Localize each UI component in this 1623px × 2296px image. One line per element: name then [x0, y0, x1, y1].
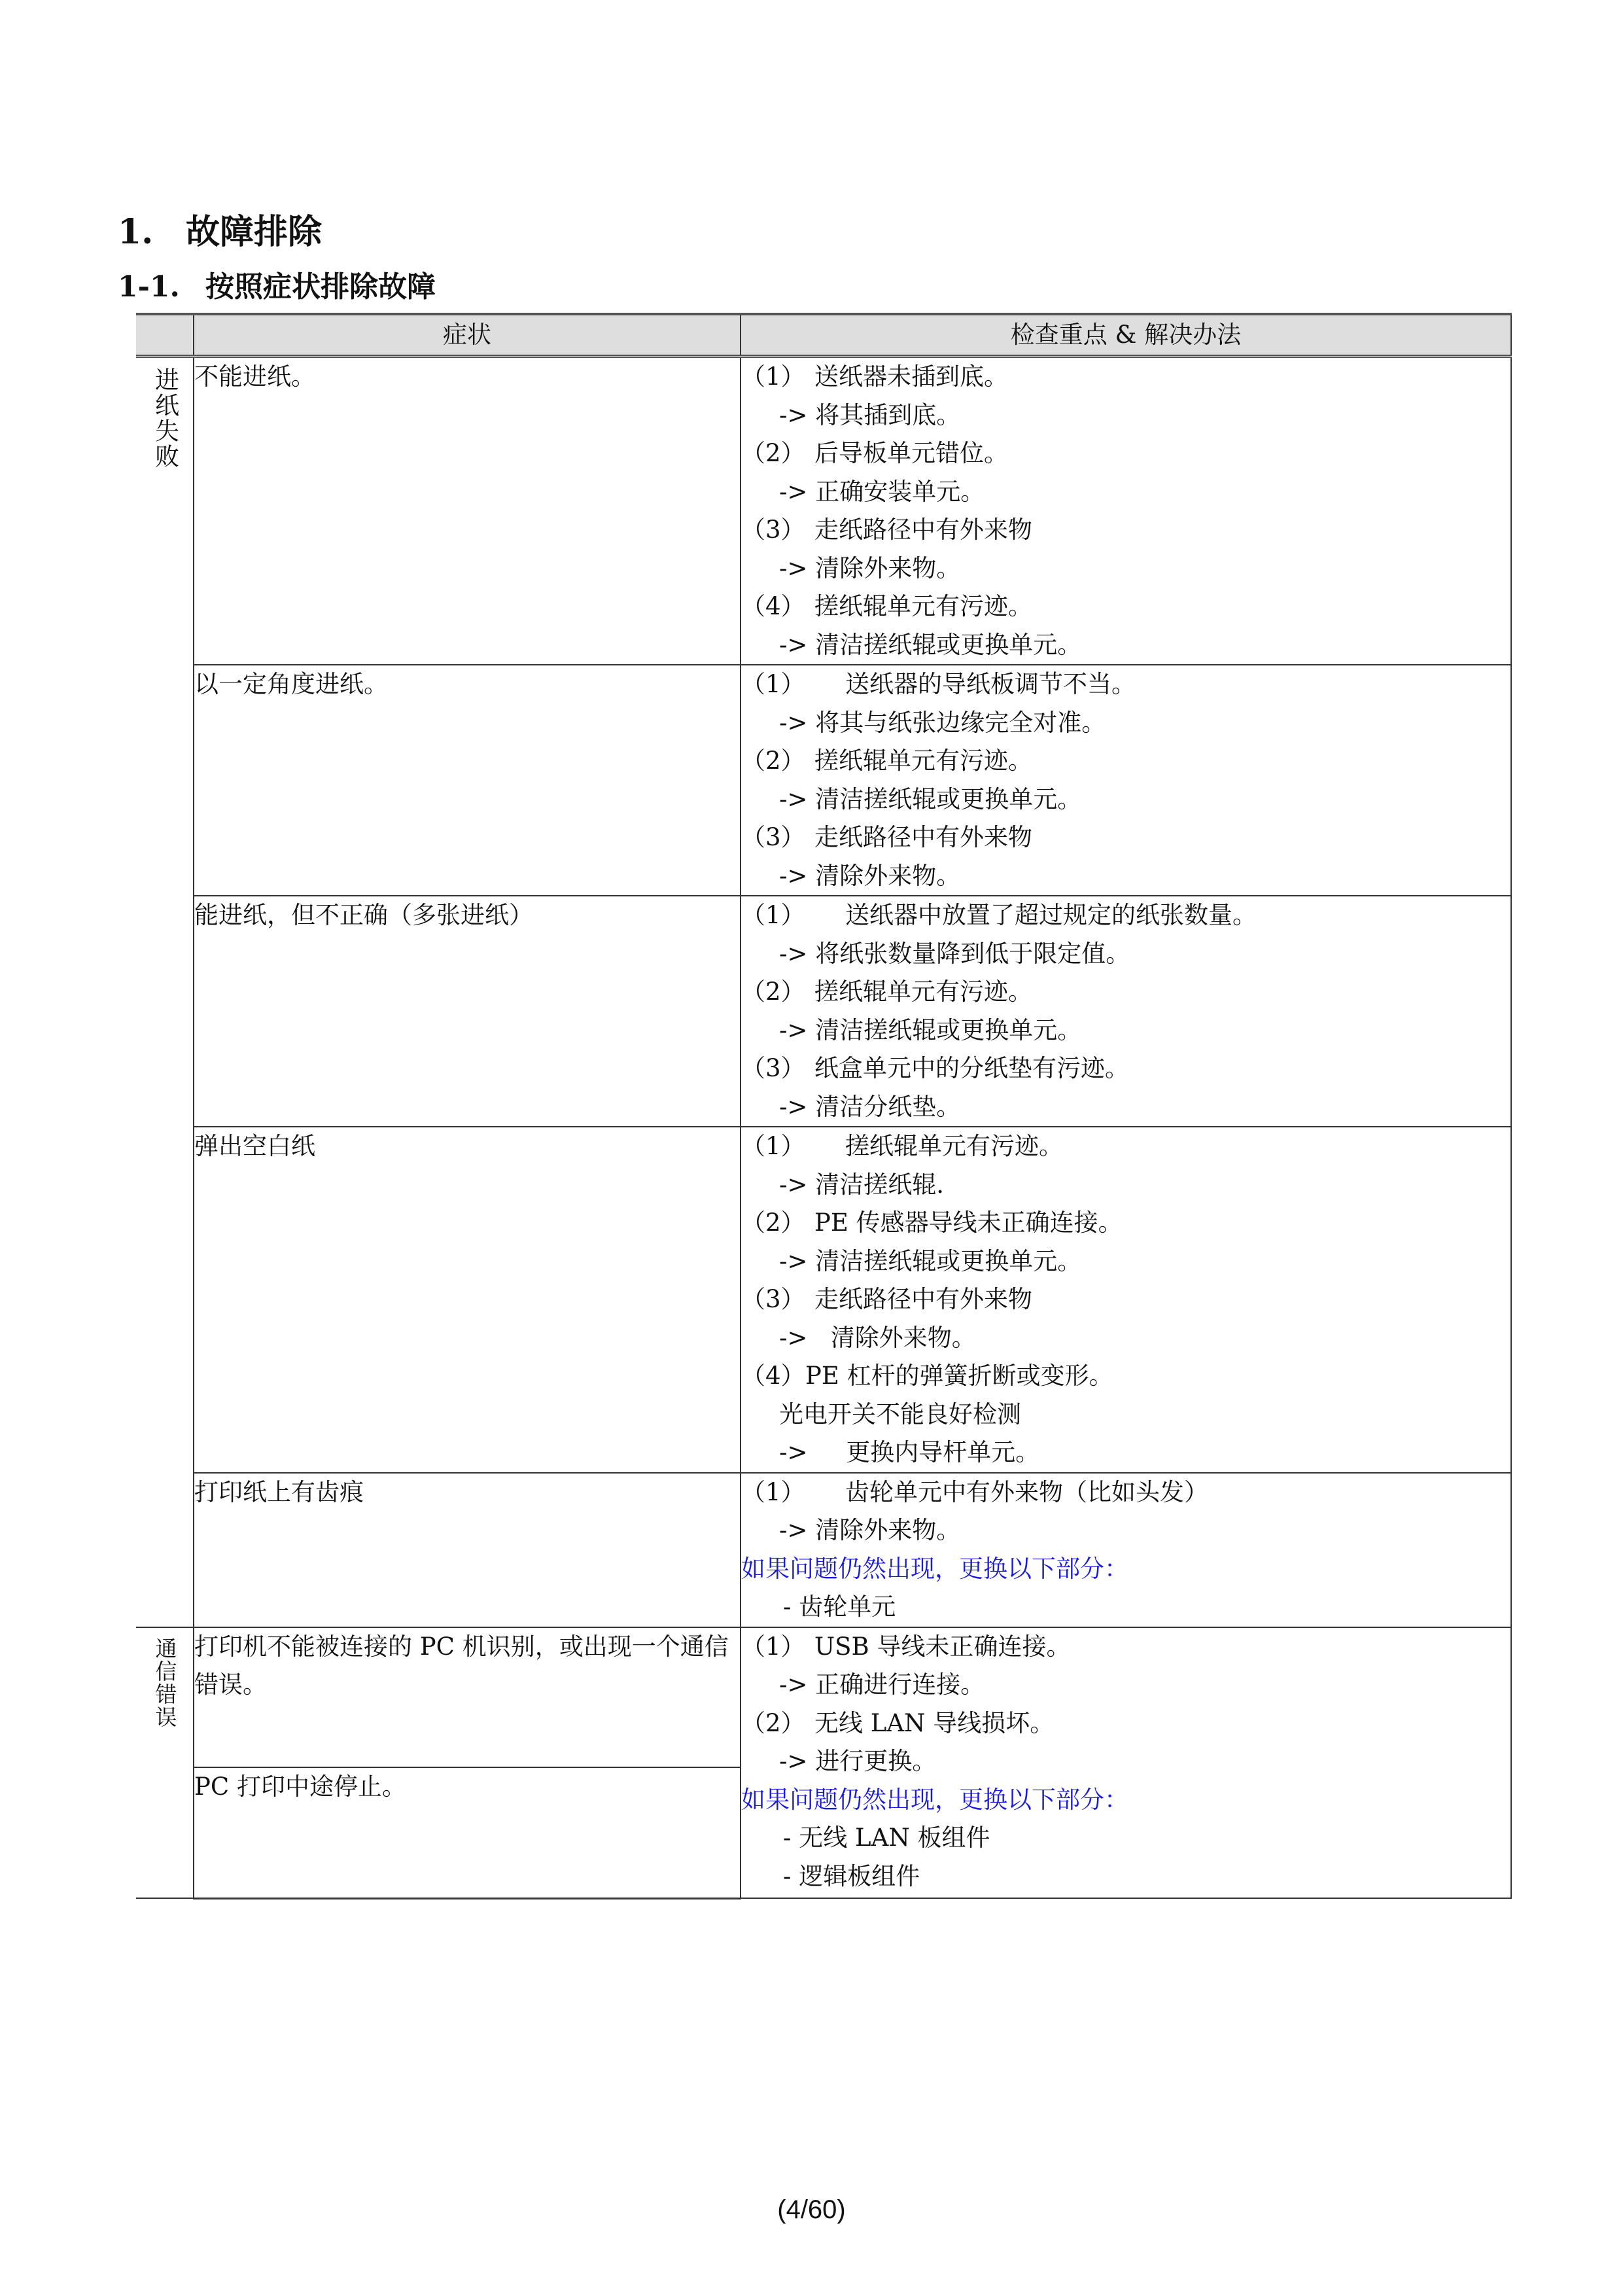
subsection-title: 按照症状排除故障	[205, 270, 436, 304]
solution-cell	[741, 665, 1511, 896]
step-action: -> 清除外来物。	[779, 1323, 976, 1352]
step-text: 搓纸辊单元有污迹。	[814, 1132, 1064, 1160]
step-action: -> 将纸张数量降到低于限定值。	[779, 939, 1130, 968]
header-solution: 检查重点 & 解决办法	[741, 314, 1511, 357]
step-text: 走纸路径中有外来物	[814, 516, 1032, 544]
troubleshooting-table	[136, 313, 1512, 1899]
step-number: （1）	[741, 670, 805, 698]
step-number: （1）	[741, 1477, 805, 1506]
step-number: （1）	[741, 901, 805, 929]
part-item: - 逻辑板组件	[783, 1862, 920, 1890]
step-text: 走纸路径中有外来物	[814, 823, 1032, 851]
step-number: （3）	[741, 516, 805, 544]
category-feed-cell	[136, 357, 194, 1627]
category-feed-label: 进纸失败	[150, 367, 179, 469]
step-text: 送纸器未插到底。	[814, 362, 1008, 391]
step-number: （1）	[741, 362, 805, 391]
step-text: 后导板单元错位。	[814, 439, 1008, 467]
table-row	[136, 1127, 1511, 1473]
step-text: 齿轮单元中有外来物（比如头发）	[814, 1477, 1209, 1506]
header-blank-cell	[136, 314, 194, 357]
section-number: 1.	[118, 212, 154, 252]
step-text: 搓纸辊单元有污迹。	[814, 978, 1032, 1006]
part-item: - 无线 LAN 板组件	[783, 1824, 990, 1852]
replace-parts-note: 如果问题仍然出现，更换以下部分：	[741, 1785, 1128, 1814]
step-text: PE 传感器导线未正确连接。	[814, 1209, 1123, 1237]
step-action: -> 更换内导杆单元。	[779, 1438, 1040, 1466]
table-header-row	[136, 314, 1511, 357]
symptom-cell	[194, 357, 741, 665]
step-action: -> 正确安装单元。	[779, 477, 985, 506]
step-note: 光电开关不能良好检测	[779, 1400, 1021, 1428]
step-number: （2）	[741, 747, 805, 775]
table-row	[136, 665, 1511, 896]
step-action: -> 清洁搓纸辊或更换单元。	[779, 1016, 1082, 1044]
step-text: 走纸路径中有外来物	[814, 1285, 1032, 1313]
step-action: -> 清洁搓纸辊.	[779, 1170, 945, 1199]
step-text: 搓纸辊单元有污迹。	[814, 747, 1032, 775]
subsection-heading	[118, 263, 436, 305]
step-number: （2）	[741, 1209, 805, 1237]
symptom-cell	[194, 896, 741, 1127]
step-number: （3）	[741, 823, 805, 851]
table-row	[136, 357, 1511, 665]
step-text: 无线 LAN 导线损坏。	[814, 1708, 1055, 1737]
step-action: -> 将其与纸张边缘完全对准。	[779, 708, 1106, 737]
symptom-text: 弹出空白纸	[194, 1132, 315, 1160]
step-action: -> 清除外来物。	[779, 861, 961, 890]
symptom-text: 打印纸上有齿痕	[194, 1477, 364, 1506]
step-number: （4）	[741, 592, 805, 620]
symptom-cell	[194, 1627, 741, 1767]
symptom-text: 能进纸，但不正确（多张进纸）	[194, 901, 533, 929]
category-comm-label: 通信错误	[152, 1636, 178, 1729]
step-number: （4）	[741, 1362, 805, 1390]
section-heading	[118, 204, 322, 253]
step-action: -> 清除外来物。	[779, 1516, 961, 1544]
step-action: -> 将其插到底。	[779, 400, 961, 429]
symptom-text: 不能进纸。	[194, 362, 315, 391]
step-action: -> 进行更换。	[779, 1747, 937, 1775]
category-comm-cell	[136, 1627, 194, 1899]
subsection-number: 1-1.	[118, 270, 180, 304]
step-text: 送纸器中放置了超过规定的纸张数量。	[814, 901, 1257, 929]
step-number: （1）	[741, 1132, 805, 1160]
step-number: （1）	[741, 1632, 805, 1661]
step-text: 搓纸辊单元有污迹。	[814, 592, 1032, 620]
step-action: -> 清除外来物。	[779, 554, 961, 582]
page-number: (4/60)	[777, 2195, 846, 2224]
solution-cell	[741, 1627, 1511, 1899]
symptom-cell	[194, 1767, 741, 1899]
symptom-cell	[194, 1127, 741, 1473]
step-text: PE 杠杆的弹簧折断或变形。	[805, 1362, 1113, 1390]
step-action: -> 清洁搓纸辊或更换单元。	[779, 785, 1082, 813]
step-number: （2）	[741, 439, 805, 467]
symptom-cell	[194, 1473, 741, 1627]
step-number: （2）	[741, 978, 805, 1006]
header-symptom: 症状	[194, 314, 741, 357]
solution-cell	[741, 357, 1511, 665]
step-text: 送纸器的导纸板调节不当。	[814, 670, 1136, 698]
table-row	[136, 1627, 1511, 1767]
step-number: （2）	[741, 1708, 805, 1737]
step-text: USB 导线未正确连接。	[814, 1632, 1071, 1661]
symptom-text: 打印机不能被连接的 PC 机识别，或出现一个通信错误。	[194, 1632, 729, 1699]
step-action: -> 清洁搓纸辊或更换单元。	[779, 630, 1082, 659]
step-text: 纸盒单元中的分纸垫有污迹。	[814, 1054, 1129, 1082]
table-row	[136, 896, 1511, 1127]
symptom-cell	[194, 665, 741, 896]
solution-cell	[741, 1127, 1511, 1473]
step-action: -> 正确进行连接。	[779, 1670, 985, 1699]
section-title: 故障排除	[186, 212, 323, 252]
step-action: -> 清洁分纸垫。	[779, 1092, 961, 1121]
replace-parts-note: 如果问题仍然出现，更换以下部分：	[741, 1554, 1128, 1583]
step-number: （3）	[741, 1054, 805, 1082]
part-item: - 齿轮单元	[783, 1593, 896, 1621]
solution-cell	[741, 1473, 1511, 1627]
step-action: -> 清洁搓纸辊或更换单元。	[779, 1246, 1082, 1275]
symptom-text: 以一定角度进纸。	[194, 670, 388, 698]
table-row	[136, 1473, 1511, 1627]
solution-cell	[741, 896, 1511, 1127]
symptom-text: PC 打印中途停止。	[194, 1772, 406, 1801]
step-number: （3）	[741, 1285, 805, 1313]
